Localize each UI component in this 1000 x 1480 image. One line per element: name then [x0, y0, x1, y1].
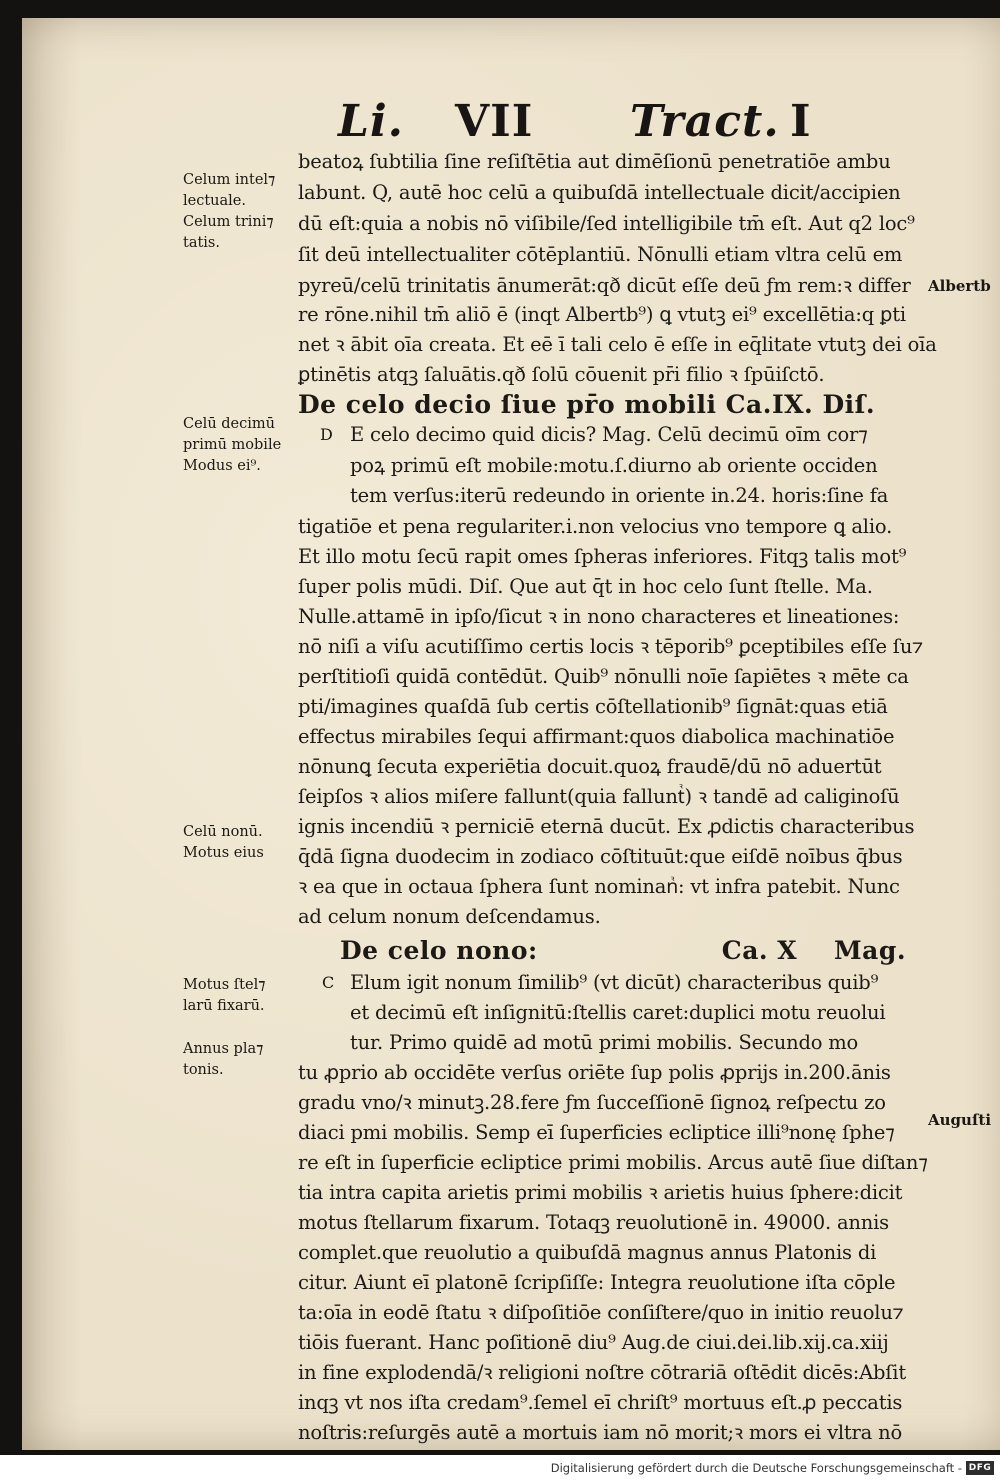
text-line: ſeipſos ꝛ alios miſere fallunt(quia falluntᷣ) ꝛ tandē ad caliginoſū [298, 785, 900, 808]
text-line: et decimū eſt inſignitū:ſtellis caret:duplici motu reuolui [350, 1001, 886, 1024]
text-line: ſuper polis mūdi. Diſ. Que aut q̄t in hoc celo ſunt ſtelle. Ma. [298, 575, 873, 598]
chapter-initial-d: D [320, 425, 333, 444]
margin-note-motus-stellarum: Motus ſtel⁊ larū fixarū. [183, 977, 266, 1014]
footer-credit: Digitalisierung gefördert durch die Deutsche Forschungsgemeinschaft - [550, 1461, 962, 1475]
text-line: gradu vno/ꝛ minutꝫ.28.fere ƒm ſucceſſionē ſignoꝝ reſpectu zo [298, 1091, 886, 1114]
text-line: ſit deū intellectualiter cōtēplantiū. Nōnulli etiam vltra celū em [298, 243, 903, 266]
text-line: labunt. Q, autē hoc celū a quibuſdā intellectuale dicit/accipien [298, 181, 901, 204]
text-line: in fine explodendā/ꝛ religioni noſtre cōtrariā oſtēdit dicēs:Abſit [298, 1361, 906, 1384]
text-line: poꝝ primū eſt mobile:motu.ſ.diurno ab oriente occiden [350, 454, 878, 477]
text-line: diaci pmi mobilis. Semp eī ſuperficies ecliptice illi⁹nonę ſphe⁊ [298, 1121, 895, 1144]
text-line: nō niſi a viſu acutiſſimo certis locis ꝛ tēporib⁹ ꝑceptibiles eſſe ſu⁊ [298, 635, 924, 658]
text-line: tiōis fuerant. Hanc poſitionē diu⁹ Aug.de ciui.dei.lib.xij.ca.xiij [298, 1331, 889, 1354]
right-margin-note-albertus: Albertb [928, 277, 991, 295]
text-line: Elum igit nonum ſimilib⁹ (vt dicūt) characteribus quib⁹ [350, 971, 879, 994]
text-line: tu ꝓprio ab occidēte verſus oriēte ſup polis ꝓprijs in.200.ānis [298, 1061, 891, 1084]
running-header-tract-number: I [790, 96, 812, 147]
right-margin-note-augustinus: Auguſti [928, 1111, 992, 1129]
text-line: tur. Primo quidē ad motū primi mobilis. Secundo mo [350, 1031, 859, 1054]
digitization-footer [0, 1457, 1000, 1480]
text-line: ignis incendiū ꝛ perniciē eternā ducūt. Ex ꝓdictis characteribus [298, 815, 915, 838]
text-line: tem verſus:iterū redeundo in oriente in.24. horis:ſine fa [350, 484, 889, 507]
running-header-book: VII [455, 96, 534, 147]
running-header-li: Li. [338, 96, 404, 147]
text-line: ad celum nonum deſcendamus. [298, 905, 601, 928]
chapter-initial-c: C [322, 973, 335, 992]
text-line: inqꝫ vt nos iſta credam⁹.ſemel eī chriſt⁹ mortuus eſt.ꝓ peccatis [298, 1391, 903, 1414]
text-line: dū eſt:quia a nobis nō viſibile/ſed intelligibile tm̄ eſt. Aut q2 loc⁹ [298, 212, 915, 235]
text-line: Et illo motu ſecū rapit omes ſpheras inferiores. Fitqꝫ talis mot⁹ [298, 545, 907, 568]
text-line: tigatiōe et pena regulariter.i.non velocius vno tempore ꝗ alio. [298, 515, 893, 538]
margin-note-celum-decimum: Celū decimū primū mobile Modus ei⁹. [183, 416, 282, 474]
text-line: q̄dā ſigna duodecim in zodiaco cōſtituūt:que eiſdē noībus q̄bus [298, 845, 903, 868]
text-line: noſtris:reſurgēs autē a mortuis iam nō morit;ꝛ mors ei vltra nō [298, 1421, 902, 1444]
text-line: tia intra capita arietis primi mobilis ꝛ arietis huius ſphere:dicit [298, 1181, 903, 1204]
margin-note-celum-intellectuale: Celum intel⁊ lectuale. Celum trini⁊ tatis. [183, 172, 276, 251]
text-line: complet.que reuolutio a quibuſdā magnus annus Platonis di [298, 1241, 877, 1264]
text-line: nōnunꝗ ſecuta experiētia docuit.quoꝝ fraudē/dū nō aduertūt [298, 755, 882, 778]
dfg-logo: DFG [966, 1461, 994, 1475]
text-line: ꝛ ea que in octaua ſphera ſunt nominanᷣ: vt infra patebit. Nunc [298, 875, 900, 898]
chapter-heading-x: De celo nono: Ca. X Mag. [340, 936, 907, 965]
text-line: re eſt in ſuperficie ecliptice primi mobilis. Arcus autē ſiue diſtan⁊ [298, 1151, 928, 1174]
text-line: Nulle.attamē in ipſo/ſicut ꝛ in nono characteres et lineationes: [298, 605, 900, 628]
margin-note-annus-platonis: Annus pla⁊ tonis. [183, 1041, 264, 1078]
text-line: ta:oīa in eodē ſtatu ꝛ diſpoſitiōe conſiſtere/quo in initio reuolu⁊ [298, 1301, 904, 1324]
text-line: citur. Aiunt eī platonē ſcripſiſſe: Integra reuolutione iſta cōple [298, 1271, 896, 1294]
text-line: perſtitioſi quidā contēdūt. Quib⁹ nōnulli noīe ſapiētes ꝛ mēte ca [298, 665, 909, 688]
text-line: beatoꝝ ſubtilia ſine reſiſtētia aut dimēſionū penetratiōe ambu [298, 150, 891, 173]
text-line: motus ſtellarum fixarum. Totaqꝫ reuolutionē in. 49000. annis [298, 1211, 889, 1234]
margin-note-celum-nonum: Celū nonū. Motus eius [183, 824, 264, 861]
text-line: pti/imagines quaſdā ſub certis cōſtellationib⁹ ſignāt:quas etiā [298, 695, 888, 718]
running-header-tract: Tract. [630, 96, 780, 147]
text-line: net ꝛ ābit oīa creata. Et eē ī tali celo ē eſſe in eq̄litate vtutꝫ dei oīa [298, 333, 937, 356]
text-line: ꝑtinētis atqꝫ ſaluātis.qð ſolū cōuenit pr̄i filio ꝛ ſpūiſctō. [298, 363, 825, 386]
text-line: effectus mirabiles ſequi affirmant:quos diabolica machinatiōe [298, 725, 895, 748]
text-line: pyreū/celū trinitatis ānumerāt:qð dicūt eſſe deū ƒm rem:ꝛ differ [298, 274, 911, 297]
text-line: E celo decimo quid dicis? Mag. Celū decimū oīm cor⁊ [350, 423, 868, 446]
chapter-heading-ix: De celo decio ſiue pr̄o mobili Ca.IX. Diſ. [298, 390, 876, 419]
text-line: re rōne.nihil tm̄ aliō ē (inqt Albertb⁹) ꝗ vtutꝫ ei⁹ excellētia:q ꝑti [298, 303, 906, 326]
